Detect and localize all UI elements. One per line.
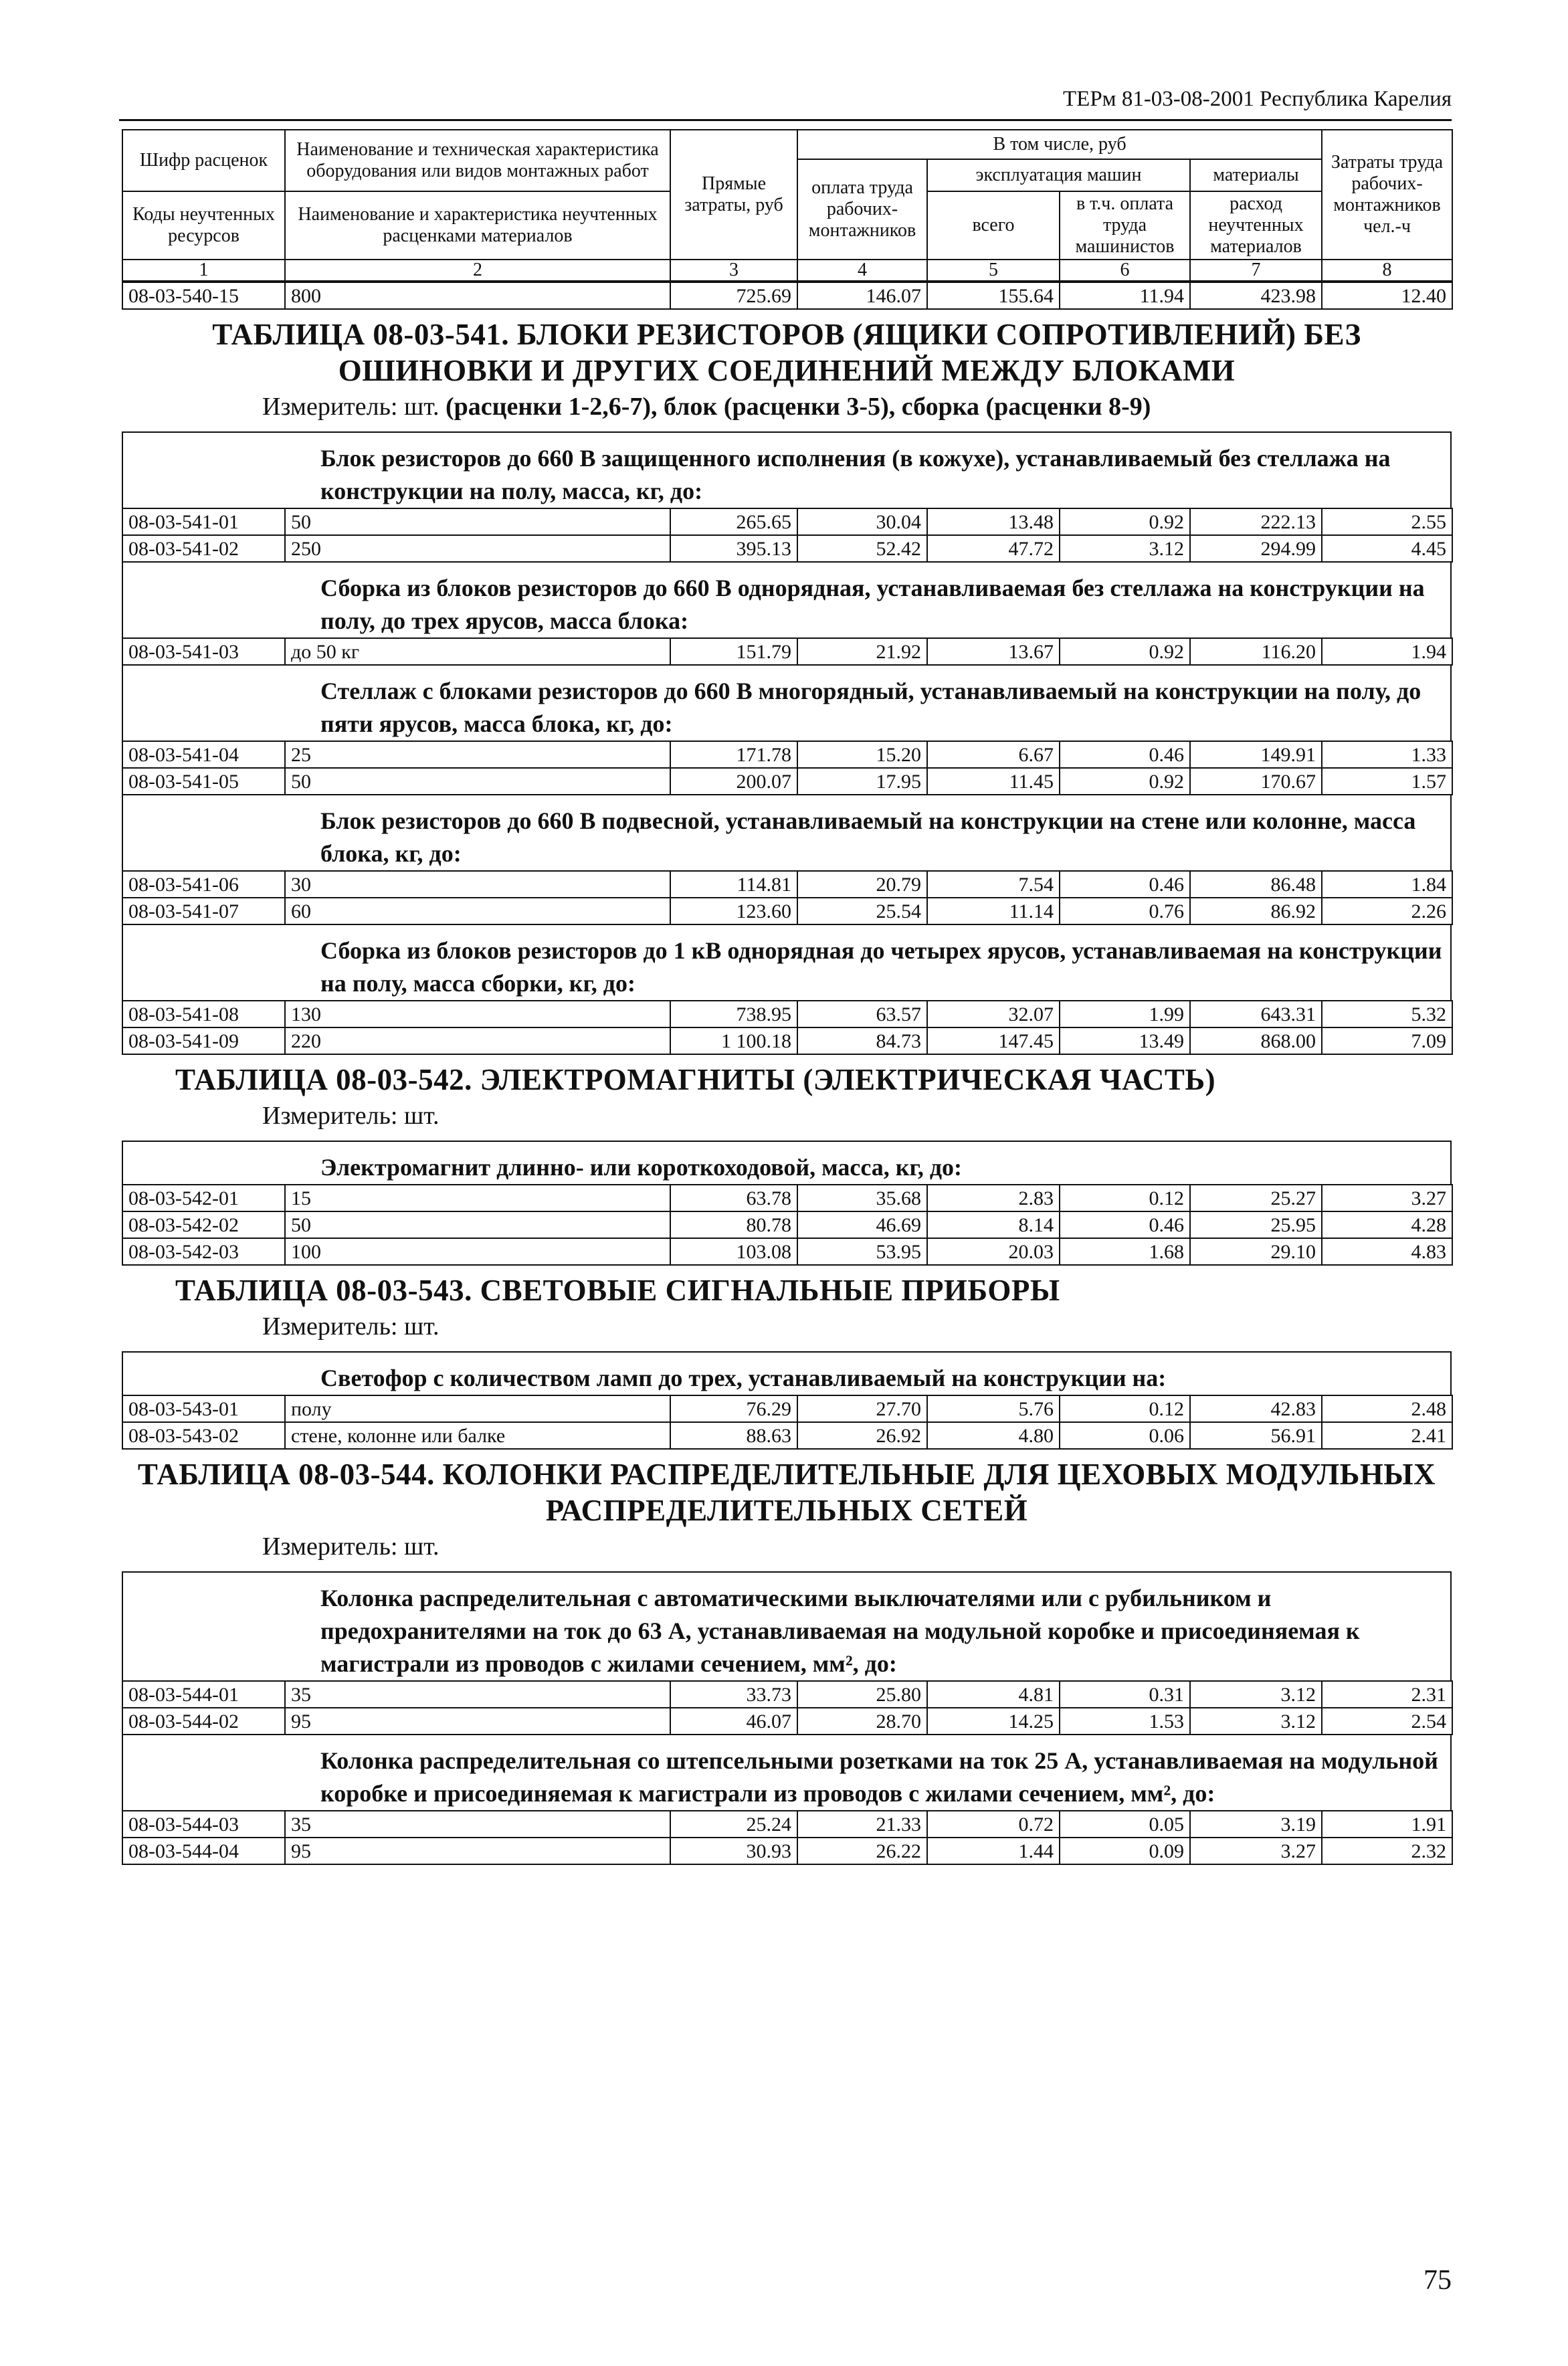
materials: 29.10: [1190, 1238, 1322, 1265]
table-row: [122, 1238, 1452, 1265]
rate-parameter: полу: [285, 1395, 670, 1422]
rate-table-section: [122, 1456, 1452, 1865]
table-row: [122, 1395, 1452, 1422]
direct-cost: 114.81: [670, 871, 797, 898]
machines-labor: 13.49: [1060, 1027, 1190, 1054]
rate-code: 08-03-542-03: [122, 1238, 285, 1265]
rate-parameter: 50: [285, 768, 670, 795]
machines-total: 5.76: [927, 1395, 1060, 1422]
group-title: Колонка распределительная с автоматическими выключателями или с рубильником и предохранителями на ток до 63 А, устанавливаемая на модульной коробке и присоединяемая к магистрали из проводов с жилами сечением, мм², до:: [122, 1573, 1452, 1680]
rate-rows-table: [122, 1810, 1453, 1865]
materials: 170.67: [1190, 768, 1322, 795]
page-number: 75: [1424, 2265, 1452, 2296]
col-number: 1: [122, 260, 285, 281]
labor-pay: 63.57: [797, 1001, 927, 1027]
machines-total: 0.72: [927, 1811, 1060, 1838]
machines-total: 20.03: [927, 1238, 1060, 1265]
table-row: [122, 1422, 1452, 1449]
direct-cost: 151.79: [670, 638, 797, 665]
materials: 3.12: [1190, 1681, 1322, 1708]
table-row: [122, 1211, 1452, 1238]
rate-code: 08-03-542-01: [122, 1185, 285, 1211]
materials: 3.19: [1190, 1811, 1322, 1838]
machines-labor: 0.12: [1060, 1395, 1190, 1422]
machines-labor: 0.76: [1060, 898, 1190, 924]
measure-unit: [122, 391, 1452, 422]
col-materials-header: материалы: [1190, 159, 1322, 191]
machines-labor: 11.94: [1060, 282, 1190, 309]
rate-rows-table: [122, 741, 1453, 795]
table-row: [122, 871, 1452, 898]
labor-pay: 27.70: [797, 1395, 927, 1422]
rate-code: 08-03-544-01: [122, 1681, 285, 1708]
labor-hours: 7.09: [1322, 1027, 1452, 1054]
machines-total: 7.54: [927, 871, 1060, 898]
labor-pay: 84.73: [797, 1027, 927, 1054]
rate-table-section: [122, 1062, 1452, 1266]
machines-labor: 1.68: [1060, 1238, 1190, 1265]
rate-parameter: 30: [285, 871, 670, 898]
rate-code: 08-03-541-05: [122, 768, 285, 795]
labor-hours: 1.84: [1322, 871, 1452, 898]
rate-code: 08-03-541-09: [122, 1027, 285, 1054]
rate-parameter: 25: [285, 741, 670, 768]
col-materials-unaccounted-header: расход неучтенных материалов: [1190, 191, 1322, 260]
measure-label: Измеритель: шт.: [262, 393, 439, 421]
direct-cost: 25.24: [670, 1811, 797, 1838]
table-row: [122, 768, 1452, 795]
rate-code: 08-03-544-02: [122, 1708, 285, 1735]
materials: 25.27: [1190, 1185, 1322, 1211]
measure-detail: (расценки 1-2,6-7), блок (расценки 3-5), сборка (расценки 8-9): [446, 393, 1151, 421]
col-name-header: Наименование и техническая характеристика оборудования или видов монтажных работ: [285, 130, 670, 191]
rate-table-section: [122, 316, 1452, 1055]
machines-total: 147.45: [927, 1027, 1060, 1054]
machines-labor: 0.92: [1060, 638, 1190, 665]
measure-unit: [122, 1100, 1452, 1131]
direct-cost: 103.08: [670, 1238, 797, 1265]
labor-pay: 53.95: [797, 1238, 927, 1265]
machines-labor: 3.12: [1060, 535, 1190, 562]
group-title: Блок резисторов до 660 В подвесной, устанавливаемый на конструкции на стене или колонне, масса блока, кг, до:: [122, 795, 1452, 870]
materials: 423.98: [1190, 282, 1322, 309]
rate-rows-table: [122, 870, 1453, 925]
direct-cost: 76.29: [670, 1395, 797, 1422]
machines-total: 6.67: [927, 741, 1060, 768]
column-header-table: [122, 129, 1453, 282]
materials: 149.91: [1190, 741, 1322, 768]
machines-labor: 0.12: [1060, 1185, 1190, 1211]
col-code-sub-header: Коды неучтенных ресурсов: [122, 191, 285, 260]
rate-code: 08-03-543-02: [122, 1422, 285, 1449]
labor-pay: 46.69: [797, 1211, 927, 1238]
rate-parameter: до 50 кг: [285, 638, 670, 665]
group-title: Светофор с количеством ламп до трех, устанавливаемый на конструкции на:: [122, 1353, 1452, 1395]
rate-parameter: 35: [285, 1811, 670, 1838]
machines-total: 2.83: [927, 1185, 1060, 1211]
materials: 643.31: [1190, 1001, 1322, 1027]
machines-labor: 0.46: [1060, 871, 1190, 898]
rate-table-section: [122, 1272, 1452, 1450]
running-header: ТЕРм 81-03-08-2001 Республика Карелия: [1063, 87, 1452, 111]
materials: 25.95: [1190, 1211, 1322, 1238]
col-number: 4: [797, 260, 927, 281]
rate-code: 08-03-544-03: [122, 1811, 285, 1838]
table-row: [122, 535, 1452, 562]
machines-labor: 0.31: [1060, 1681, 1190, 1708]
measure-unit: [122, 1311, 1452, 1342]
materials: 56.91: [1190, 1422, 1322, 1449]
machines-total: 4.81: [927, 1681, 1060, 1708]
direct-cost: 171.78: [670, 741, 797, 768]
machines-labor: 0.92: [1060, 768, 1190, 795]
machines-total: 8.14: [927, 1211, 1060, 1238]
table-row: [122, 1681, 1452, 1708]
labor-pay: 21.33: [797, 1811, 927, 1838]
materials: 42.83: [1190, 1395, 1322, 1422]
measure-unit: [122, 1531, 1452, 1562]
labor-pay: 52.42: [797, 535, 927, 562]
direct-cost: 123.60: [670, 898, 797, 924]
rate-parameter: 15: [285, 1185, 670, 1211]
rate-parameter: 95: [285, 1708, 670, 1735]
labor-hours: 4.28: [1322, 1211, 1452, 1238]
table-row: [122, 282, 1452, 309]
labor-hours: 1.33: [1322, 741, 1452, 768]
direct-cost: 1 100.18: [670, 1027, 797, 1054]
materials: 3.12: [1190, 1708, 1322, 1735]
rate-code: 08-03-541-08: [122, 1001, 285, 1027]
materials: 3.27: [1190, 1838, 1322, 1864]
labor-hours: 2.31: [1322, 1681, 1452, 1708]
labor-pay: 25.54: [797, 898, 927, 924]
machines-labor: 1.99: [1060, 1001, 1190, 1027]
materials: 868.00: [1190, 1027, 1322, 1054]
labor-pay: 30.04: [797, 508, 927, 535]
labor-hours: 12.40: [1322, 282, 1452, 309]
rate-rows-table: [122, 1000, 1453, 1055]
machines-total: 47.72: [927, 535, 1060, 562]
table-row: [122, 1708, 1452, 1735]
col-number: 7: [1190, 260, 1322, 281]
rate-code: 08-03-541-02: [122, 535, 285, 562]
carry-over-row-table: [122, 282, 1453, 310]
rate-code: 08-03-544-04: [122, 1838, 285, 1864]
rate-rows-table: [122, 508, 1453, 563]
labor-hours: 3.27: [1322, 1185, 1452, 1211]
labor-pay: 17.95: [797, 768, 927, 795]
machines-labor: 0.46: [1060, 741, 1190, 768]
table-title: [122, 1062, 1452, 1098]
labor-pay: 20.79: [797, 871, 927, 898]
rate-code: 08-03-541-06: [122, 871, 285, 898]
machines-total: 155.64: [927, 282, 1060, 309]
table-row: [122, 1001, 1452, 1027]
col-including-header: В том числе, руб: [797, 130, 1322, 159]
labor-pay: 15.20: [797, 741, 927, 768]
labor-pay: 146.07: [797, 282, 927, 309]
table-title: [122, 1272, 1452, 1308]
rate-parameter: 35: [285, 1681, 670, 1708]
col-number: 8: [1322, 260, 1452, 281]
direct-cost: 33.73: [670, 1681, 797, 1708]
machines-total: 11.45: [927, 768, 1060, 795]
document-body: [122, 129, 1452, 1865]
rate-tables: [122, 316, 1452, 1865]
rate-rows-table: [122, 1184, 1453, 1266]
table-row: [122, 898, 1452, 924]
labor-hours: 1.91: [1322, 1811, 1452, 1838]
rate-code: 08-03-541-07: [122, 898, 285, 924]
table-title-line: РАСПРЕДЕЛИТЕЛЬНЫХ СЕТЕЙ: [545, 1494, 1028, 1527]
materials: 116.20: [1190, 638, 1322, 665]
direct-cost: 200.07: [670, 768, 797, 795]
group-title: Сборка из блоков резисторов до 660 В однорядная, устанавливаемая без стеллажа на конструкции на полу, до трех ярусов, масса блока:: [122, 563, 1452, 637]
measure-label: Измеритель: шт.: [262, 1102, 439, 1130]
col-name-sub-header: Наименование и характеристика неучтенных расценками материалов: [285, 191, 670, 260]
machines-total: 13.67: [927, 638, 1060, 665]
col-machines-labor-header: в т.ч. оплата труда машинистов: [1060, 191, 1190, 260]
table-row: [122, 1838, 1452, 1864]
rate-parameter: 800: [285, 282, 670, 309]
labor-hours: 4.83: [1322, 1238, 1452, 1265]
materials: 294.99: [1190, 535, 1322, 562]
rate-parameter: 130: [285, 1001, 670, 1027]
table-row: [122, 1027, 1452, 1054]
rate-parameter: 100: [285, 1238, 670, 1265]
labor-pay: 26.22: [797, 1838, 927, 1864]
materials: 86.48: [1190, 871, 1322, 898]
direct-cost: 265.65: [670, 508, 797, 535]
col-machines-header: эксплуатация машин: [927, 159, 1190, 191]
labor-hours: 5.32: [1322, 1001, 1452, 1027]
table-row: [122, 1811, 1452, 1838]
machines-total: 14.25: [927, 1708, 1060, 1735]
rate-code: 08-03-541-04: [122, 741, 285, 768]
header-rule: [119, 119, 1452, 121]
machines-total: 4.80: [927, 1422, 1060, 1449]
labor-pay: 21.92: [797, 638, 927, 665]
labor-hours: 1.57: [1322, 768, 1452, 795]
table-row: [122, 1185, 1452, 1211]
table-title: [122, 1456, 1452, 1529]
machines-total: 13.48: [927, 508, 1060, 535]
labor-hours: 2.54: [1322, 1708, 1452, 1735]
machines-labor: 0.06: [1060, 1422, 1190, 1449]
col-number: 6: [1060, 260, 1190, 281]
labor-hours: 1.94: [1322, 638, 1452, 665]
labor-pay: 35.68: [797, 1185, 927, 1211]
table-row: [122, 508, 1452, 535]
rate-parameter: 220: [285, 1027, 670, 1054]
direct-cost: 63.78: [670, 1185, 797, 1211]
table-title-line: ТАБЛИЦА 08-03-544. КОЛОНКИ РАСПРЕДЕЛИТЕЛЬНЫЕ ДЛЯ ЦЕХОВЫХ МОДУЛЬНЫХ: [137, 1458, 1436, 1491]
col-labor-cost-header: Затраты труда рабочих-монтажников чел.-ч: [1322, 130, 1452, 260]
rate-parameter: 50: [285, 1211, 670, 1238]
rate-code: 08-03-540-15: [122, 282, 285, 309]
table-title-line: ТАБЛИЦА 08-03-542. ЭЛЕКТРОМАГНИТЫ (ЭЛЕКТРИЧЕСКАЯ ЧАСТЬ): [175, 1063, 1216, 1096]
group-title: Электромагнит длинно- или короткоходовой, масса, кг, до:: [122, 1142, 1452, 1184]
col-number: 2: [285, 260, 670, 281]
machines-labor: 0.92: [1060, 508, 1190, 535]
direct-cost: 88.63: [670, 1422, 797, 1449]
col-code-header: Шифр расценок: [122, 130, 285, 191]
labor-hours: 4.45: [1322, 535, 1452, 562]
labor-hours: 2.26: [1322, 898, 1452, 924]
rate-rows-table: [122, 637, 1453, 666]
labor-hours: 2.48: [1322, 1395, 1452, 1422]
direct-cost: 395.13: [670, 535, 797, 562]
rate-parameter: 60: [285, 898, 670, 924]
rate-parameter: стене, колонне или балке: [285, 1422, 670, 1449]
machines-labor: 0.46: [1060, 1211, 1190, 1238]
materials: 222.13: [1190, 508, 1322, 535]
machines-total: 11.14: [927, 898, 1060, 924]
materials: 86.92: [1190, 898, 1322, 924]
measure-label: Измеритель: шт.: [262, 1312, 439, 1341]
labor-hours: 2.41: [1322, 1422, 1452, 1449]
machines-total: 32.07: [927, 1001, 1060, 1027]
machines-labor: 1.53: [1060, 1708, 1190, 1735]
machines-labor: 0.09: [1060, 1838, 1190, 1864]
rate-code: 08-03-541-01: [122, 508, 285, 535]
direct-cost: 46.07: [670, 1708, 797, 1735]
direct-cost: 30.93: [670, 1838, 797, 1864]
rate-parameter: 50: [285, 508, 670, 535]
direct-cost: 725.69: [670, 282, 797, 309]
rate-parameter: 250: [285, 535, 670, 562]
rate-rows-table: [122, 1395, 1453, 1450]
rate-code: 08-03-541-03: [122, 638, 285, 665]
rate-rows-table: [122, 1680, 1453, 1735]
measure-label: Измеритель: шт.: [262, 1533, 439, 1561]
table-title: [122, 316, 1452, 389]
direct-cost: 80.78: [670, 1211, 797, 1238]
rate-code: 08-03-543-01: [122, 1395, 285, 1422]
labor-pay: 26.92: [797, 1422, 927, 1449]
machines-total: 1.44: [927, 1838, 1060, 1864]
table-row: [122, 741, 1452, 768]
machines-labor: 0.05: [1060, 1811, 1190, 1838]
group-title: Блок резисторов до 660 В защищенного исполнения (в кожухе), устанавливаемый без стеллажа на конструкции на полу, масса, кг, до:: [122, 433, 1452, 508]
table-title-line: ТАБЛИЦА 08-03-541. БЛОКИ РЕЗИСТОРОВ (ЯЩИКИ СОПРОТИВЛЕНИЙ) БЕЗ: [212, 318, 1361, 351]
col-labor-pay-header: оплата труда рабочих-монтажников: [797, 159, 927, 260]
direct-cost: 738.95: [670, 1001, 797, 1027]
table-title-line: ОШИНОВКИ И ДРУГИХ СОЕДИНЕНИЙ МЕЖДУ БЛОКАМИ: [338, 354, 1236, 387]
labor-hours: 2.55: [1322, 508, 1452, 535]
rate-code: 08-03-542-02: [122, 1211, 285, 1238]
column-number-row: [122, 260, 1452, 281]
labor-pay: 25.80: [797, 1681, 927, 1708]
group-title: Стеллаж с блоками резисторов до 660 В многорядный, устанавливаемый на конструкции на полу, до пяти ярусов, масса блока, кг, до:: [122, 666, 1452, 741]
col-machines-total-header: всего: [927, 191, 1060, 260]
group-title: Сборка из блоков резисторов до 1 кВ однорядная до четырех ярусов, устанавливаемая на конструкции на полу, масса сборки, кг, до:: [122, 925, 1452, 1000]
labor-hours: 2.32: [1322, 1838, 1452, 1864]
table-title-line: ТАБЛИЦА 08-03-543. СВЕТОВЫЕ СИГНАЛЬНЫЕ ПРИБОРЫ: [175, 1274, 1060, 1307]
group-title: Колонка распределительная со штепсельными розетками на ток 25 А, устанавливаемая на модульной коробке и присоединяемая к магистрали из проводов с жилами сечением, мм², до:: [122, 1735, 1452, 1810]
col-number: 3: [670, 260, 797, 281]
labor-pay: 28.70: [797, 1708, 927, 1735]
rate-parameter: 95: [285, 1838, 670, 1864]
col-number: 5: [927, 260, 1060, 281]
col-direct-header: Прямые затраты, руб: [670, 130, 797, 260]
table-row: [122, 638, 1452, 665]
